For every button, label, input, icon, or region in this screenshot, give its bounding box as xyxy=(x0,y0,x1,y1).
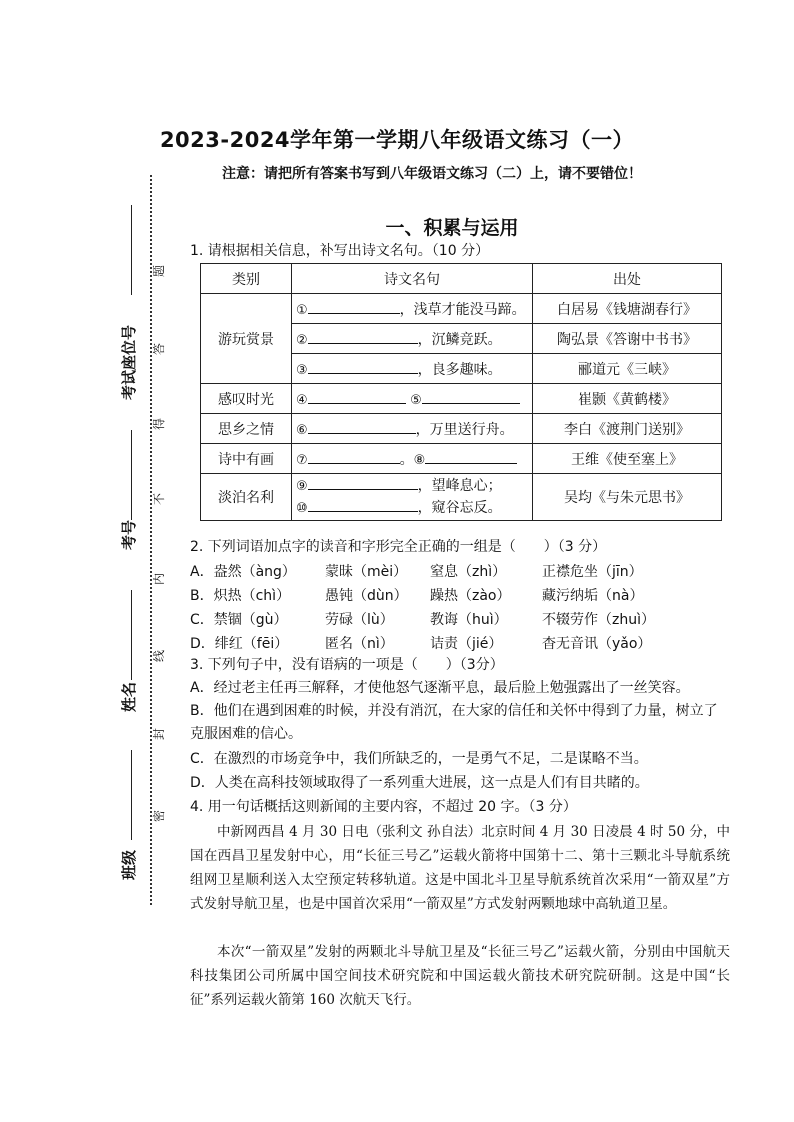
binding-dotted-line xyxy=(150,175,152,905)
q3-option-c[interactable]: C．在激烈的市场竞争中，我们所缺乏的，一是勇气不足，二是谋略不当。 xyxy=(190,751,648,767)
answer-blank[interactable] xyxy=(308,329,418,344)
table-header: 出处 xyxy=(533,264,722,294)
verse-cell: ④ ⑤ xyxy=(292,384,533,414)
source-cell: 崔颢《黄鹤楼》 xyxy=(533,384,722,414)
source-cell: 陶弘景《答谢中书书》 xyxy=(533,324,722,354)
table-header: 类别 xyxy=(201,264,292,294)
answer-blank[interactable] xyxy=(422,389,520,404)
seal-word: 线 xyxy=(152,649,166,662)
page-title: 2023-2024学年第一学期八年级语文练习（一） xyxy=(159,128,635,152)
source-cell: 王维《使至塞上》 xyxy=(533,444,722,474)
source-cell: 李白《渡荆门送别》 xyxy=(533,414,722,444)
answer-blank[interactable] xyxy=(308,475,418,490)
class-blank xyxy=(131,750,132,840)
seal-word: 得 xyxy=(152,417,166,430)
question-1-stem: 1. 请根据相关信息，补写出诗文名句。（10 分） xyxy=(190,243,490,259)
notice-text: 注意：请把所有答案书写到八年级语文练习（二）上，请不要错位！ xyxy=(222,166,642,182)
category-cell: 淡泊名利 xyxy=(201,474,292,521)
news-paragraph-1: 中新网西昌 4 月 30 日电（张利文 孙自法）北京时间 4 月 30 日凌晨 4 时 50 分，中国在西昌卫星发射中心，用“长征三号乙”运载火箭将中国第十二、第十三颗北斗导航系统组网卫星顺利送入太空预定转移轨道。这是中国北斗卫星导航系统首次采用“一箭双星”方式发射导航卫星，也是中国首次采用“一箭双星”方式发射两颗地球中高轨道卫星。 xyxy=(190,824,730,912)
verse-cell: ⑥ ，万里送行舟。 xyxy=(292,414,533,444)
source-cell: 郦道元《三峡》 xyxy=(533,354,722,384)
class-label: 班级 xyxy=(120,849,138,880)
verse-cell: ① ，浅草才能没马蹄。 xyxy=(292,294,533,324)
category-cell: 思乡之情 xyxy=(201,414,292,444)
poem-table xyxy=(200,263,722,521)
verse-cell: ② ，沉鳞竞跃。 xyxy=(292,324,533,354)
question-4-stem: 4. 用一句话概括这则新闻的主要内容，不超过 20 字。（3 分） xyxy=(190,799,577,815)
source-cell: 吴均《与朱元思书》 xyxy=(533,474,722,521)
q3-option-b[interactable]: B．他们在遇到困难的时候，并没有消沉，在大家的信任和关怀中得到了力量，树立了克服困难的信心。 xyxy=(190,703,718,742)
seal-word: 密 xyxy=(152,809,166,822)
q3-option-a[interactable]: A．经过老主任再三解释，才使他怒气逐渐平息，最后脸上勉强露出了一丝笑容。 xyxy=(190,680,690,696)
seal-word: 封 xyxy=(152,727,166,740)
verse-cell: ⑦ 。⑧ xyxy=(292,444,533,474)
seal-word: 答 xyxy=(152,342,166,355)
news-paragraph-2: 本次“一箭双星”发射的两颗北斗导航卫星及“长征三号乙”运载火箭，分别由中国航天科技集团公司所属中国空间技术研究院和中国运载火箭技术研究院研制。这是中国“长征”系列运载火箭第 160 次航天飞行。 xyxy=(190,944,730,1008)
answer-blank[interactable] xyxy=(308,299,400,314)
answer-blank[interactable] xyxy=(308,359,418,374)
seat-number-label: 考试座位号 xyxy=(120,324,138,400)
question-2-stem: 2. 下列词语加点字的读音和字形完全正确的一组是（ ）（3 分） xyxy=(190,539,607,555)
answer-blank[interactable] xyxy=(308,449,400,464)
seal-word: 题 xyxy=(152,264,166,277)
seal-word: 不 xyxy=(152,492,166,505)
section-title: 一、积累与运用 xyxy=(385,217,519,239)
exam-number-label: 考号 xyxy=(120,519,138,550)
answer-blank[interactable] xyxy=(425,449,517,464)
name-label: 姓名 xyxy=(120,681,138,712)
exam-number-blank xyxy=(131,430,132,520)
answer-blank[interactable] xyxy=(308,419,416,434)
table-header: 诗文名句 xyxy=(292,264,533,294)
answer-blank[interactable] xyxy=(308,497,418,512)
verse-cell: ③ ，良多趣味。 xyxy=(292,354,533,384)
seal-word: 内 xyxy=(152,572,166,585)
q3-option-d[interactable]: D．人类在高科技领域取得了一系列重大进展，这一点是人们有目共睹的。 xyxy=(190,775,649,791)
question-3-stem: 3. 下列句子中，没有语病的一项是（ ）（3分） xyxy=(190,657,504,673)
category-cell: 诗中有画 xyxy=(201,444,292,474)
category-cell: 感叹时光 xyxy=(201,384,292,414)
answer-blank[interactable] xyxy=(308,389,406,404)
name-blank xyxy=(131,590,132,680)
category-cell: 游玩赏景 xyxy=(201,294,292,384)
verse-cell: ⑨ ，望峰息心； ⑩ ，窥谷忘反。 xyxy=(292,474,533,521)
source-cell: 白居易《钱塘湖春行》 xyxy=(533,294,722,324)
